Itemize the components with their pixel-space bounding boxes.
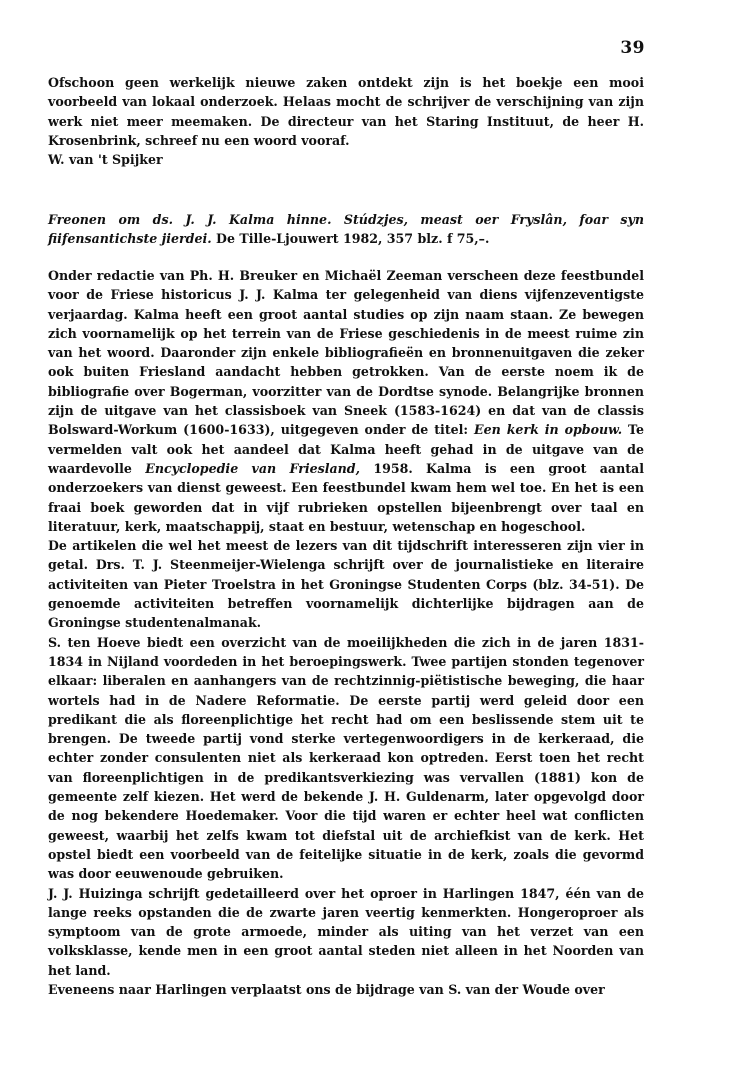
book-publication: De Tille-Ljouwert 1982, 357 blz. f 75,–.: [211, 231, 490, 247]
review-text: Onder redactie van Ph. H. Breuker en Michaël Zeeman verscheen deze feestbundel voor de Friese historicus J. J. Kalma ter gelegenheid van diens vijfenzeventigste verjaardag. Kalma heeft een groot aantal studies op zijn naam staan. Ze bewegen zich voornamelijk op het terrein van de Friese geschiedenis in de meest ruime zin van het woord. Daaronder zijn enkele bibliografieën en bronnenuitgaven die zeker ook buiten Friesland aandacht hebben getrokken. Van de eerste noem ik de bibliografie over Bogerman, voorzitter van de Dordtse synode. Belangrijke bronnen zijn de uitgave van het classisboek van Sneek (1583-1624) en dat van de classis Bolsward-Workum (1600-1633), uitgegeven onder de titel:: [48, 268, 644, 438]
review-paragraph-2: De artikelen die wel het meest de lezers van dit tijdschrift interesseren zijn vier in getal. Drs. T. J. Steenmeijer-Wielenga schrijft over de journalistieke en literaire activiteiten van Pieter Troelstra in het Groningse Studenten Corps (blz. 34-51). De genoemde activiteiten betreffen voornamelijk dichterlijke bijdragen aan de Groningse studentenalmanak.: [48, 538, 644, 631]
reviewer-signature: W. van 't Spijker: [48, 152, 163, 168]
cited-title-kerk: Een kerk in opbouw.: [474, 422, 623, 438]
intro-section: [48, 73, 644, 169]
cited-title-encyclopedie: Encyclopedie van Friesland,: [145, 460, 361, 476]
review-text: 1958. Kalma is een groot aantal onderzoekers van dienst geweest. Een feestbundel kwam hem wel toe. En het is een fraai boek geworden dat in vijf rubrieken opstellen bijeenbrengt over taal en literatuur, kerk, maatschappij, staat en bestuur, wetenschap en hogeschool.: [48, 460, 644, 534]
review-section: [48, 266, 644, 999]
page-number: 39: [620, 38, 645, 58]
book-reference: [48, 210, 644, 249]
book-title: Freonen om ds. J. J. Kalma hinne. Stúdzjes, meast oer Fryslân, foar syn fiifensantichste jierdei.: [48, 212, 644, 247]
intro-paragraph: Ofschoon geen werkelijk nieuwe zaken ontdekt zijn is het boekje een mooi voorbeeld van lokaal onderzoek. Helaas mocht de schrijver de verschijning van zijn werk niet meer meemaken. De directeur van het Staring Instituut, de heer H. Krosenbrink, schreef nu een woord vooraf.: [48, 75, 644, 148]
review-paragraph-3: S. ten Hoeve biedt een overzicht van de moeilijkheden die zich in de jaren 1831-1834 in Nijland voordeden in het beroepingswerk. Twee partijen stonden tegenover elkaar: liberalen en aanhangers van de rechtzinnig-piëtistische beweging, die haar wortels had in de Nadere Reformatie. De eerste partij werd geleid door een predikant die als floreenplichtige het recht had om een beslissende stem uit te brengen. De tweede partij vond sterke vertegenwoordigers in de kerkeraad, die echter zonder consulenten niet als kerkeraad kon optreden. Eerst toen het recht van floreenplichtigen in de predikantsverkiezing was vervallen (1881) kon de gemeente zelf kiezen. Het werd de bekende J. H. Guldenarm, later opgevolgd door de nog bekendere Hoedemaker. Voor die tijd waren er echter heel wat conflicten geweest, waarbij het zelfs kwam tot diefstal uit de archiefkist van de kerk. Het opstel biedt een voorbeeld van de feitelijke situatie in de kerk, zoals die gevormd was door eeuwenoude gebruiken.: [48, 634, 644, 882]
book-reference-paragraph: [48, 210, 644, 249]
review-paragraph-5: Eveneens naar Harlingen verplaatst ons de bijdrage van S. van der Woude over: [48, 981, 605, 997]
review-text: Te vermelden valt ook het aandeel dat Kalma heeft gehad in de uitgave van de waardevolle: [48, 422, 644, 476]
review-paragraph-1: [48, 266, 644, 536]
review-paragraph-4: J. J. Huizinga schrijft gedetailleerd over het oproer in Harlingen 1847, één van de lange reeks opstanden die de zwarte jaren veertig kenmerkten. Hongeroproer als symptoom van de grote armoede, minder als uiting van het verzet van een volksklasse, kende men in een groot aantal steden niet alleen in het Noorden van het land.: [48, 885, 644, 978]
